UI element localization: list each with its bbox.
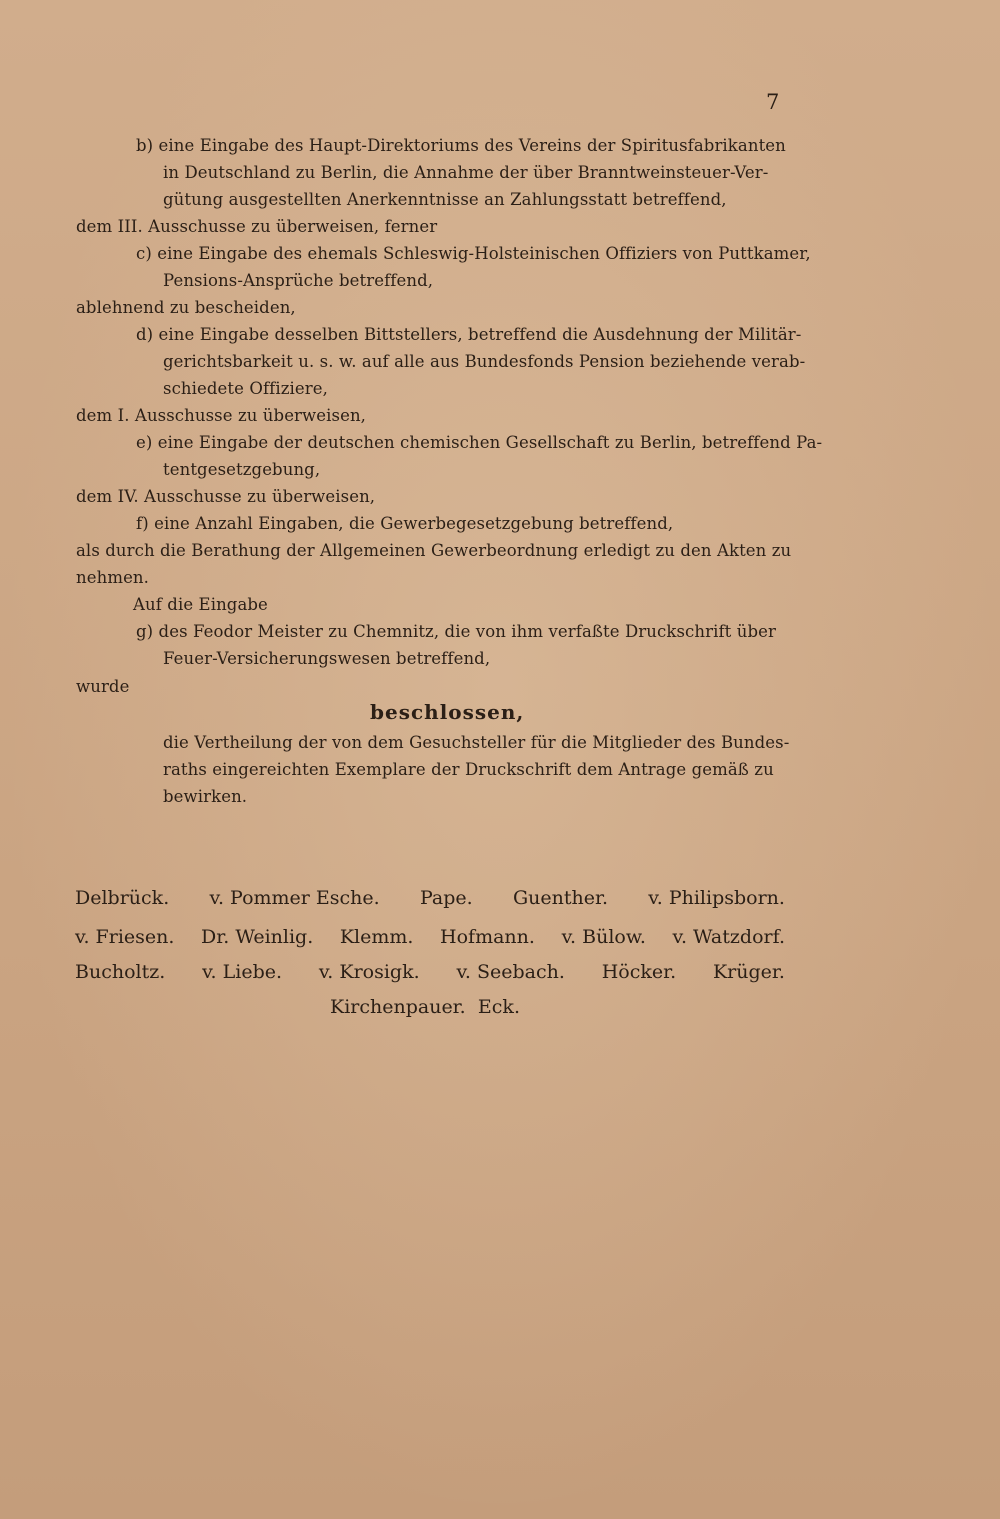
- signature-row: [75, 926, 785, 948]
- text-line: ablehnend zu bescheiden,: [76, 298, 296, 317]
- text-line: in Deutschland zu Berlin, die Annahme der über Branntweinsteuer-Ver-: [163, 163, 769, 182]
- signature-row: [75, 961, 785, 983]
- signature-name: Kirchenpauer.: [330, 996, 466, 1018]
- text-line: die Vertheilung der von dem Gesuchsteller für die Mitglieder des Bundes-: [163, 733, 790, 752]
- signature-name: Guenther.: [512, 887, 608, 909]
- text-line: bewirken.: [163, 787, 248, 806]
- text-line: als durch die Berathung der Allgemeinen Gewerbeordnung erledigt zu den Akten zu: [76, 541, 792, 560]
- page-number: 7: [766, 90, 780, 114]
- text-line: dem III. Ausschusse zu überweisen, ferner: [76, 217, 438, 236]
- signature-name: Delbrück.: [75, 887, 170, 909]
- signature-name: v. Watzdorf.: [672, 926, 785, 948]
- signature-name: Dr. Weinlig.: [201, 926, 314, 948]
- text-line: gütung ausgestellten Anerkenntnisse an Zahlungsstatt betreffend,: [163, 190, 727, 209]
- signature-row: [330, 996, 520, 1018]
- resolution-heading: beschlossen,: [370, 700, 525, 724]
- signature-name: v. Philipsborn.: [648, 887, 785, 909]
- text-line: c) eine Eingabe des ehemals Schleswig-Holsteinischen Offiziers von Puttkamer,: [136, 244, 811, 263]
- text-line: g) des Feodor Meister zu Chemnitz, die von ihm verfaßte Druckschrift über: [136, 622, 776, 641]
- signature-name: Eck.: [477, 996, 520, 1018]
- text-line: tentgesetzgebung,: [163, 460, 321, 479]
- signature-name: v. Liebe.: [202, 961, 283, 983]
- signature-name: Krüger.: [712, 961, 785, 983]
- text-line: dem I. Ausschusse zu überweisen,: [76, 406, 367, 425]
- signature-name: v. Friesen.: [75, 926, 175, 948]
- text-line: schiedete Offiziere,: [163, 379, 328, 398]
- text-line: wurde: [76, 677, 130, 696]
- text-line: f) eine Anzahl Eingaben, die Gewerbegesetzgebung betreffend,: [136, 514, 674, 533]
- signature-name: v. Pommer Esche.: [209, 887, 380, 909]
- text-line: nehmen.: [76, 568, 150, 587]
- text-line: gerichtsbarkeit u. s. w. auf alle aus Bundesfonds Pension beziehende verab-: [163, 352, 806, 371]
- text-line: b) eine Eingabe des Haupt-Direktoriums des Vereins der Spiritusfabrikanten: [136, 136, 786, 155]
- text-line: e) eine Eingabe der deutschen chemischen Gesellschaft zu Berlin, betreffend Pa-: [136, 433, 823, 452]
- signature-name: Hofmann.: [440, 926, 535, 948]
- text-line: d) eine Eingabe desselben Bittstellers, betreffend die Ausdehnung der Militär-: [136, 325, 802, 344]
- text-line: dem IV. Ausschusse zu überweisen,: [76, 487, 376, 506]
- signature-name: v. Seebach.: [456, 961, 565, 983]
- signature-name: v. Krosigk.: [318, 961, 420, 983]
- text-line: Auf die Eingabe: [133, 595, 268, 614]
- signature-name: v. Bülow.: [561, 926, 646, 948]
- signature-name: Pape.: [419, 887, 473, 909]
- text-line: raths eingereichten Exemplare der Druckschrift dem Antrage gemäß zu: [163, 760, 774, 779]
- signature-name: Höcker.: [601, 961, 677, 983]
- signature-row: [75, 887, 785, 909]
- text-line: Pensions-Ansprüche betreffend,: [163, 271, 434, 290]
- signature-name: Bucholtz.: [75, 961, 166, 983]
- text-line: Feuer-Versicherungswesen betreffend,: [163, 649, 491, 668]
- signature-name: Klemm.: [339, 926, 414, 948]
